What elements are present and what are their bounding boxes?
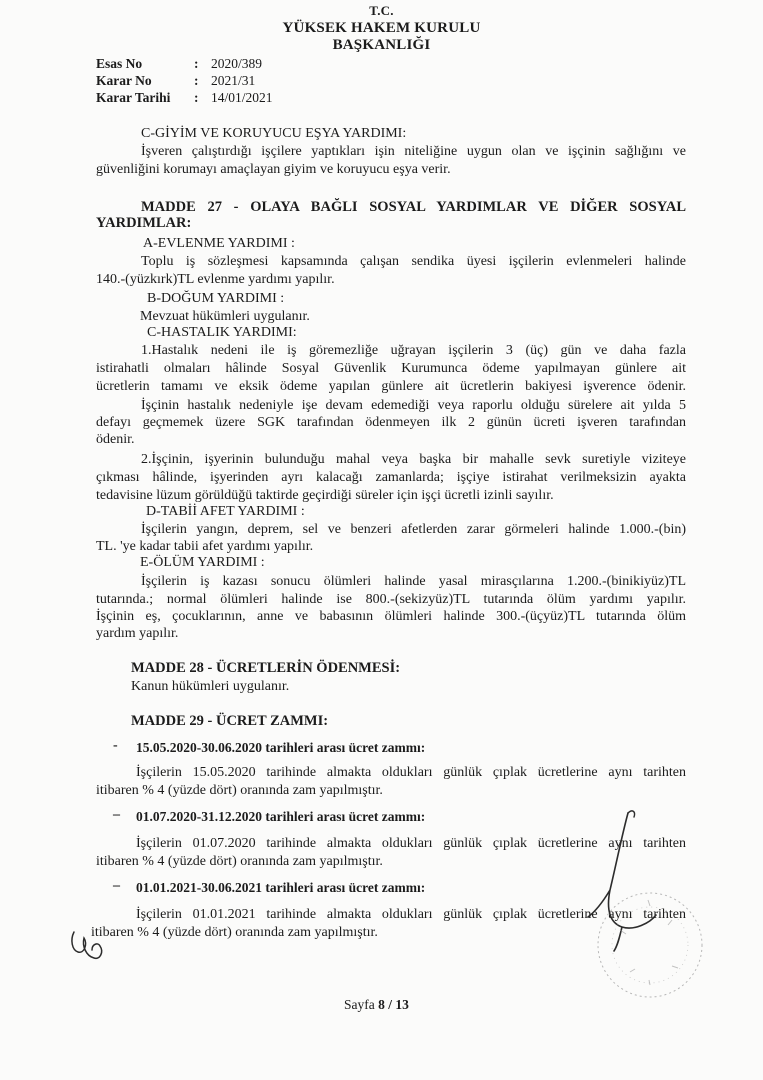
giyim-line: İşveren çalıştırdığı işçilere yaptıkları işin niteliğine uygun olan ve işçinin sağlığını ve xyxy=(141,144,686,159)
hastalik-line: İşçinin hastalık nedeniyle işe devam edemediği veya raporlu olduğu sürelere ait yılda 5 xyxy=(141,398,686,413)
period-dash: - xyxy=(113,738,118,753)
meta-value: 14/01/2021 xyxy=(211,90,273,105)
initial-left xyxy=(66,926,114,966)
page-number-value: 8 / 13 xyxy=(378,997,409,1012)
giyim-line: güvenliğini korumayı amaçlayan giyim ve koruyucu eşya verir. xyxy=(96,162,451,177)
period-line: İşçilerin 01.07.2020 tarihinde almakta oldukları günlük çıplak ücretlerine aynı tarihten xyxy=(136,836,686,851)
hastalik-line: istirahatli olmaları hâlinde Sosyal Güvenlik Kurumunca ödeme yapılmayan günlere ait xyxy=(96,361,686,376)
period-dash: – xyxy=(113,807,120,822)
period-line: İşçilerin 15.05.2020 tarihinde almakta oldukları günlük çıplak ücretlerine aynı tarihten xyxy=(136,765,686,780)
olum-title: E-ÖLÜM YARDIMI : xyxy=(140,555,265,570)
dogum-line: Mevzuat hükümleri uygulanır. xyxy=(140,309,310,324)
stamp-seal xyxy=(590,880,710,1010)
evlenme-line: 140.-(yüzkırk)TL evlenme yardımı yapılır. xyxy=(96,272,335,287)
meta-colon: : xyxy=(194,73,199,88)
afet-title: D-TABİİ AFET YARDIMI : xyxy=(146,504,305,519)
period-line: itibaren % 4 (yüzde dört) oranında zam yapılmıştır. xyxy=(96,854,383,869)
header-kurul: YÜKSEK HAKEM KURULU xyxy=(282,20,481,36)
header-tc: T.C. xyxy=(369,3,394,18)
hastalik-line: 1.Hastalık nedeni ile iş göremezliğe uğrayan işçilerin 3 (üç) gün ve daha fazla xyxy=(141,343,686,358)
meta-value: 2020/389 xyxy=(211,56,263,71)
madde28-title: MADDE 28 - ÜCRETLERİN ÖDENMESİ: xyxy=(131,660,401,676)
hastalik-title: C-HASTALIK YARDIMI: xyxy=(147,325,297,340)
hastalik-line: çıkması hâlinde, işyerinden ayrı kalacağı zamanlarda; işçiye istirahat verilmeksizin ayakta xyxy=(96,470,686,485)
meta-key: Esas No xyxy=(96,56,143,71)
evlenme-line: Toplu iş sözleşmesi kapsamında çalışan sendika üyesi işçilerin evlenmeleri halinde xyxy=(141,254,686,269)
period-line: itibaren % 4 (yüzde dört) oranında zam yapılmıştır. xyxy=(96,783,383,798)
hastalik-line: ücretlerin tamamı ve eksik ödeme yapılan günlere ait ücretlerin bakiyesi işverence ödenir. xyxy=(96,379,686,394)
afet-line: İşçilerin yangın, deprem, sel ve benzeri afetlerden zarar görmeleri halinde 1.000.-(bin) xyxy=(141,522,686,537)
evlenme-title: A-EVLENME YARDIMI : xyxy=(143,236,295,251)
meta-colon: : xyxy=(194,56,199,71)
period-title: 01.07.2020-31.12.2020 tarihleri arası ücret zammı: xyxy=(136,809,426,824)
meta-key: Karar Tarihi xyxy=(96,90,171,105)
afet-line: TL. 'ye kadar tabii afet yardımı yapılır. xyxy=(96,539,314,554)
olum-line: tutarında.; normal ölümleri halinde ise 800.-(sekizyüz)TL tutarında ölüm yardımı yapılır. xyxy=(96,592,686,607)
period-title: 01.01.2021-30.06.2021 tarihleri arası ücret zammı: xyxy=(136,880,426,895)
hastalik-line: ödenir. xyxy=(96,432,135,447)
hastalik-line: defayı geçmemek üzere SGK tarafından ödenmeyen ilk 2 günün ücreti işveren tarafından xyxy=(96,415,686,430)
madde28-line: Kanun hükümleri uygulanır. xyxy=(131,679,290,694)
period-line: İşçilerin 01.01.2021 tarihinde almakta oldukları günlük çıplak ücretlerine aynı tarihten xyxy=(136,907,686,922)
period-line: itibaren % 4 (yüzde dört) oranında zam yapılmıştır. xyxy=(91,925,378,940)
hastalik-line: 2.İşçinin, işyerinin bulunduğu mahal veya başka bir mahalle sevk suretiyle viziteye xyxy=(141,452,686,467)
olum-line: İşçinin eş, çocuklarının, anne ve babasının ölümleri halinde 300.-(üçyüz)TL tutarında ölüm xyxy=(96,609,686,624)
meta-key: Karar No xyxy=(96,73,152,88)
madde29-title: MADDE 29 - ÜCRET ZAMMI: xyxy=(131,713,329,729)
page-number xyxy=(344,996,409,1013)
olum-line: yardım yapılır. xyxy=(96,626,179,641)
period-title: 15.05.2020-30.06.2020 tarihleri arası ücret zammı: xyxy=(136,740,426,755)
meta-value: 2021/31 xyxy=(211,73,256,88)
giyim-title: C-GİYİM VE KORUYUCU EŞYA YARDIMI: xyxy=(141,126,407,141)
header-baskanlik: BAŞKANLIĞI xyxy=(332,37,431,53)
dogum-title: B-DOĞUM YARDIMI : xyxy=(147,291,285,306)
page-number-label: Sayfa xyxy=(344,997,379,1012)
madde27-title: MADDE 27 - OLAYA BAĞLI SOSYAL YARDIMLAR VE DİĞER SOSYAL xyxy=(141,199,686,215)
hastalik-line: tedavisine lüzum görüldüğü taktirde geçirdiği süreler için işçi ücretli izinli sayılır. xyxy=(96,488,554,503)
period-dash: – xyxy=(113,878,120,893)
olum-line: İşçilerin iş kazası sonucu ölümleri halinde yasal mirasçılarına 1.200.-(binikiyüz)TL xyxy=(141,574,686,589)
meta-colon: : xyxy=(194,90,199,105)
madde27-title-cont: YARDIMLAR: xyxy=(96,215,192,231)
